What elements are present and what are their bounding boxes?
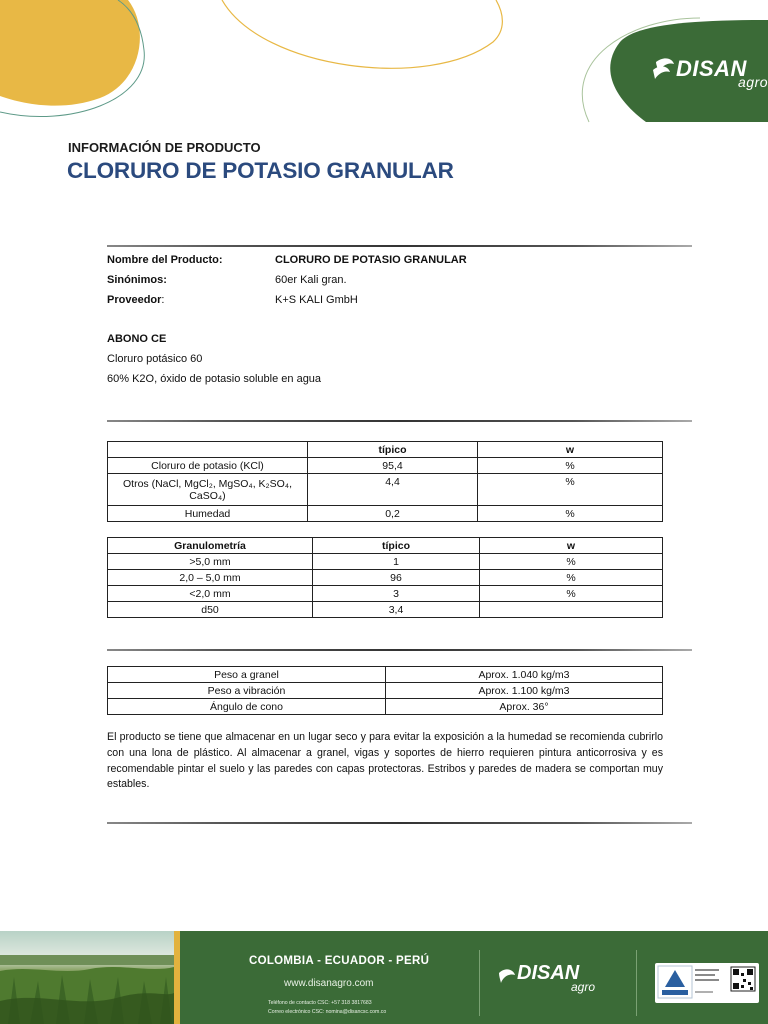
header-cell: w: [478, 442, 663, 458]
table-cell: %: [480, 586, 663, 602]
footer-logo-wordmark: DISAN: [517, 962, 580, 984]
table-cell: Humedad: [108, 506, 308, 522]
table-row: [108, 602, 663, 618]
table-header-row: [108, 538, 663, 554]
logo-wordmark: DISAN: [676, 56, 747, 81]
table-cell: 4,4: [308, 474, 478, 506]
granulometry-table: [107, 537, 663, 618]
crop-field-image: [0, 931, 174, 1024]
supplier-value: K+S KALI GmbH: [275, 294, 358, 306]
table-cell: %: [480, 570, 663, 586]
table-row: [108, 570, 663, 586]
footer-separator: [479, 950, 480, 1016]
header-cell: típico: [313, 538, 480, 554]
supplier-label: Proveedor: [107, 294, 162, 306]
divider-4: [107, 822, 692, 824]
table-row: [108, 554, 663, 570]
header-cell: típico: [308, 442, 478, 458]
supplier-colon: :: [161, 294, 165, 306]
table-cell: Peso a vibración: [108, 683, 386, 699]
table-cell: Peso a granel: [108, 667, 386, 683]
footer-logo-subword: agro: [571, 980, 596, 994]
table-row: [108, 506, 663, 522]
table-row: [108, 683, 663, 699]
yellow-band: [174, 931, 180, 1024]
logo-subword: agro: [738, 74, 768, 90]
divider-3: [107, 649, 692, 651]
product-name-value: CLORURO DE POTASIO GRANULAR: [275, 254, 467, 266]
divider-2: [107, 420, 692, 422]
table-row: [108, 474, 663, 506]
certification-badge: [655, 963, 759, 1003]
classification-line-2: 60% K2O, óxido de potasio soluble en agua: [107, 373, 322, 385]
footer-logo: [497, 959, 617, 995]
storage-paragraph: El producto se tiene que almacenar en un lugar seco y para evitar la exposición a la humedad se recomienda cubrirlo con una lona de plástico. Al almacenar a granel, vigas y soportes de hierro requieren pintura anticorrosiva y es recomendable pintar el suelo y las paredes con capas protectoras. Estribos y paredes de madera se comportan muy estables.: [107, 731, 663, 791]
supplier-label-wrap: [107, 294, 164, 306]
table-row: [108, 586, 663, 602]
divider-1: [107, 245, 692, 247]
qr-code-icon: [731, 967, 755, 991]
table-row: [108, 458, 663, 474]
table-row: [108, 667, 663, 683]
footer-website[interactable]: www.disanagro.com: [284, 978, 374, 989]
table-cell: %: [478, 458, 663, 474]
table-cell: %: [480, 554, 663, 570]
table-cell: Aprox. 1.100 kg/m3: [386, 683, 663, 699]
table-cell: %: [478, 474, 663, 506]
page-title: CLORURO DE POTASIO GRANULAR: [67, 158, 454, 183]
yellow-blob: [0, 0, 140, 106]
synonyms-value: 60er Kali gran.: [275, 274, 347, 286]
table-cell: %: [478, 506, 663, 522]
header-cell: w: [480, 538, 663, 554]
table-cell: Ángulo de cono: [108, 699, 386, 715]
table-cell: 0,2: [308, 506, 478, 522]
brand-logo: [598, 20, 768, 122]
classification-line-1: Cloruro potásico 60: [107, 353, 203, 365]
certification-seal-icon: [655, 963, 759, 1003]
footer-email: Correo electrónico CSC: nomina@disancsc.com.co: [268, 1009, 387, 1015]
product-name-label: Nombre del Producto:: [107, 254, 223, 266]
table-cell: d50: [108, 602, 313, 618]
table-cell: Aprox. 36°: [386, 699, 663, 715]
table-cell: [480, 602, 663, 618]
table-cell: Otros (NaCl, MgCl₂, MgSO₄, K₂SO₄, CaSO₄): [108, 474, 308, 506]
table-cell: Cloruro de potasio (KCl): [108, 458, 308, 474]
section-subtitle: INFORMACIÓN DE PRODUCTO: [68, 140, 261, 155]
table-row: [108, 699, 663, 715]
classification-heading: ABONO CE: [107, 333, 167, 345]
table-cell: 1: [313, 554, 480, 570]
table-header-row: [108, 442, 663, 458]
table-cell: <2,0 mm: [108, 586, 313, 602]
table-cell: 2,0 – 5,0 mm: [108, 570, 313, 586]
synonyms-label: Sinónimos:: [107, 274, 167, 286]
crop-field-drawing: [0, 931, 174, 1024]
header-cell: [108, 442, 308, 458]
table-cell: 3: [313, 586, 480, 602]
table-cell: 95,4: [308, 458, 478, 474]
header-cell: Granulometría: [108, 538, 313, 554]
footer-phone: Teléfono de contacto CSC: +57 318 3817683: [268, 1000, 372, 1006]
logo-leaf-icon: [497, 965, 519, 987]
table-cell: >5,0 mm: [108, 554, 313, 570]
footer-separator: [636, 950, 637, 1016]
footer-countries: COLOMBIA - ECUADOR - PERÚ: [249, 955, 430, 967]
table-cell: 3,4: [313, 602, 480, 618]
yellow-arc-line: [222, 0, 502, 68]
table-cell: 96: [313, 570, 480, 586]
composition-table: [107, 441, 663, 522]
physical-properties-table: [107, 666, 663, 715]
table-cell: Aprox. 1.040 kg/m3: [386, 667, 663, 683]
